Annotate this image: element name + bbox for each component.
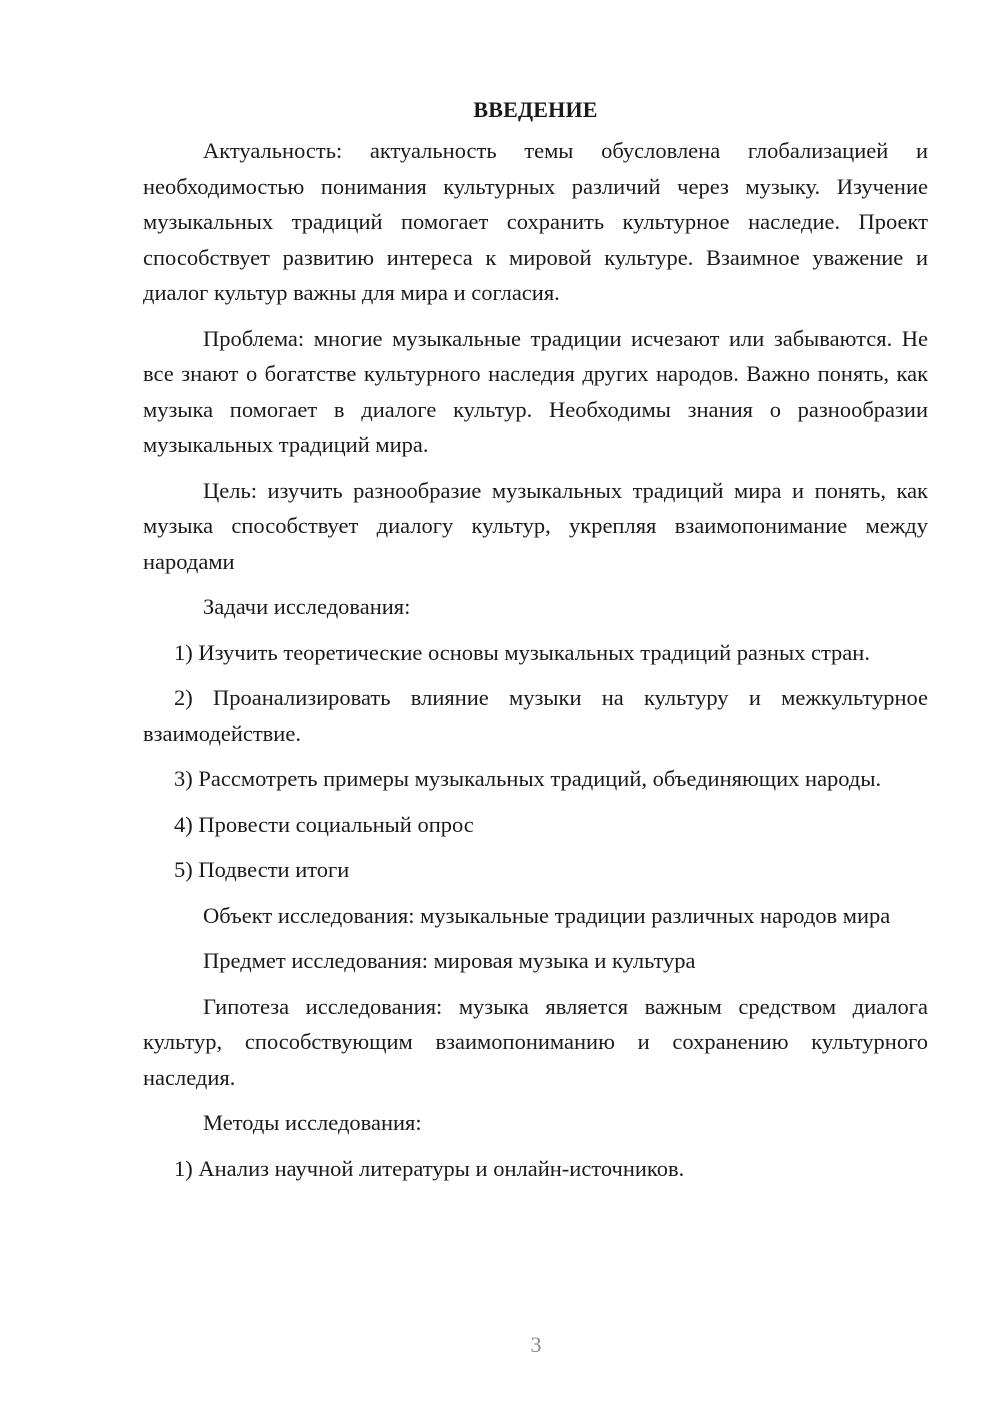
hypothesis-paragraph: Гипотеза исследования: музыка является важным средством диалога культур, способствующим взаимопониманию и сохранению культурного наследия. (143, 993, 928, 1090)
task-item: 1) Изучить теоретические основы музыкальных традиций разных стран. (174, 639, 870, 665)
methods-heading: Методы исследования: (203, 1110, 422, 1135)
object-paragraph: Объект исследования: музыкальные традиции различных народов мира (203, 902, 891, 928)
document-page (143, 92, 928, 1196)
task-item: 5) Подвести итоги (174, 857, 350, 882)
relevance-paragraph: Актуальность: актуальность темы обусловлена глобализацией и необходимостью понимания культурных различий через музыку. Изучение музыкальных традиций помогает сохранить культурное наследие. Проект способствует развитию интереса к мировой культуре. Взаимное уважение и диалог культур важны для мира и согласия. (143, 138, 928, 305)
problem-paragraph: Проблема: многие музыкальные традиции исчезают или забываются. Не все знают о богатстве культурного наследия других народов. Важно понять, как музыка помогает в диалоге культур. Необходимы знания о разнообразии музыкальных традиций мира. (143, 325, 928, 457)
page-number: 3 (530, 1332, 542, 1357)
task-item: 4) Провести социальный опрос (174, 811, 474, 837)
task-item: 2) Проанализировать влияние музыки на культуру и межкультурное взаимодействие. (143, 685, 928, 746)
section-title: ВВЕДЕНИЕ (473, 97, 598, 122)
method-item: 1) Анализ научной литературы и онлайн-источников. (174, 1155, 685, 1181)
goal-paragraph: Цель: изучить разнообразие музыкальных традиций мира и понять, как музыка способствует диалогу культур, укрепляя взаимопонимание между народами (143, 477, 928, 574)
task-item: 3) Рассмотреть примеры музыкальных традиций, объединяющих народы. (174, 766, 882, 791)
subject-paragraph: Предмет исследования: мировая музыка и культура (203, 948, 696, 973)
tasks-heading: Задачи исследования: (203, 594, 411, 619)
